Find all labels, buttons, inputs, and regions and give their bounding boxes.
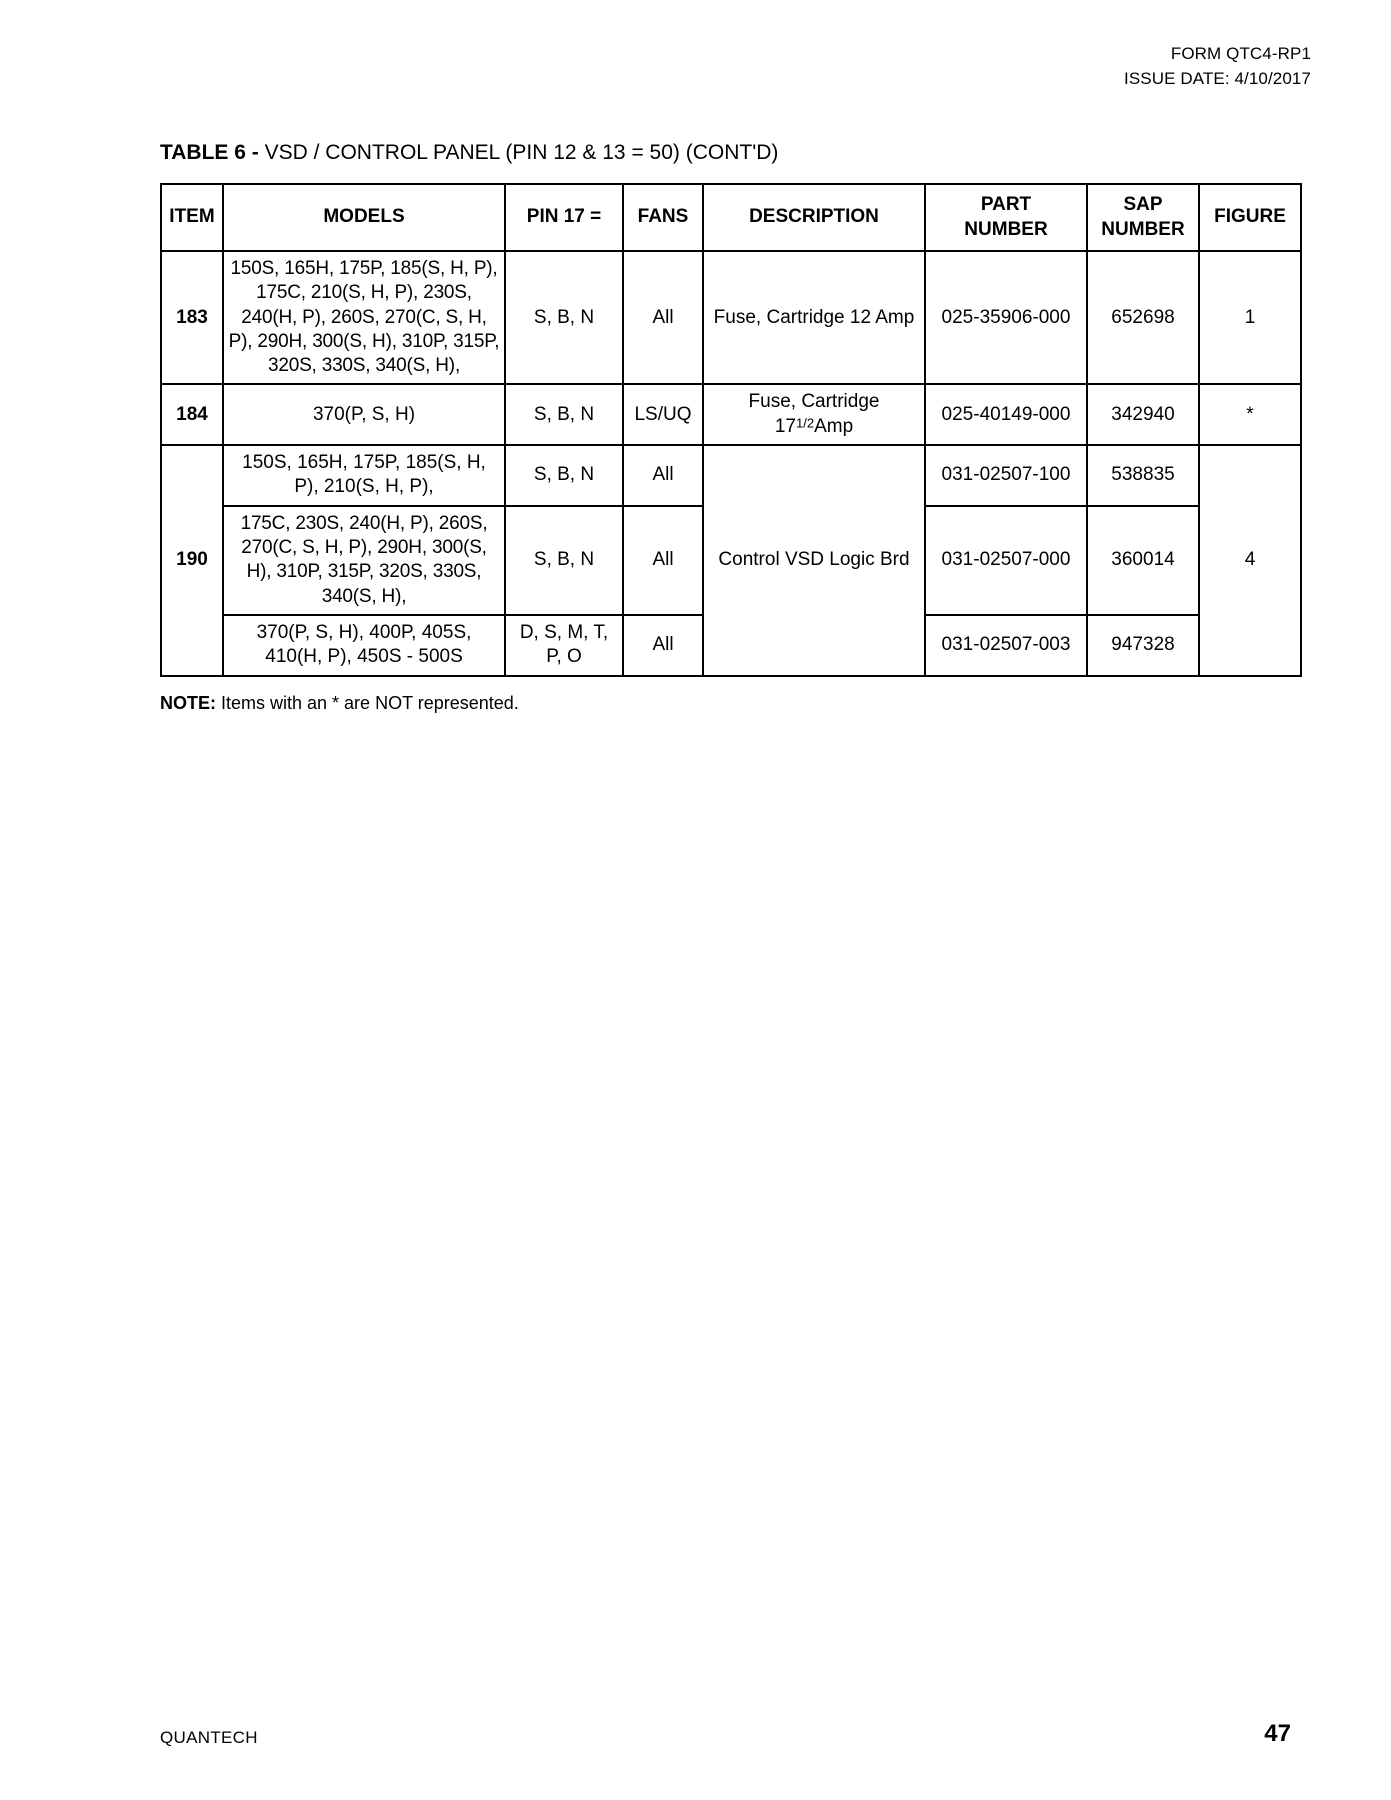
column-header-fans: FANS	[623, 184, 703, 251]
cell-fans: All	[623, 251, 703, 385]
cell-sap-number: 360014	[1087, 506, 1199, 615]
cell-sap-number: 342940	[1087, 384, 1199, 445]
column-header-sap-number-line2: NUMBER	[1101, 218, 1185, 240]
cell-fans: All	[623, 506, 703, 615]
cell-part-number: 031-02507-100	[925, 445, 1087, 506]
column-header-part-number-line1: PART	[980, 194, 1032, 216]
cell-figure: *	[1199, 384, 1301, 445]
cell-models: 370(P, S, H)	[223, 384, 505, 445]
cell-pin17: S, B, N	[505, 384, 623, 445]
table-title-text: VSD / CONTROL PANEL (PIN 12 & 13 = 50) (CONT'D)	[258, 141, 779, 165]
cell-item: 184	[161, 384, 223, 445]
column-header-item: ITEM	[161, 184, 223, 251]
cell-pin17: D, S, M, T, P, O	[505, 615, 623, 676]
document-header	[60, 40, 1331, 91]
footer-brand: QUANTECH	[160, 1728, 258, 1747]
cell-figure: 4	[1199, 445, 1301, 676]
column-header-pin17: PIN 17 =	[505, 184, 623, 251]
cell-description: Control VSD Logic Brd	[703, 445, 925, 676]
cell-fans: LS/UQ	[623, 384, 703, 445]
document-footer	[60, 1720, 1331, 1748]
cell-sap-number: 947328	[1087, 615, 1199, 676]
table-row	[161, 251, 1301, 385]
note-label: NOTE:	[160, 692, 216, 713]
table-title	[160, 141, 1331, 165]
cell-part-number: 025-35906-000	[925, 251, 1087, 385]
description-text-pre: Fuse, Cartridge 17	[748, 391, 880, 437]
cell-fans: All	[623, 445, 703, 506]
issue-date: ISSUE DATE: 4/10/2017	[1124, 68, 1311, 88]
column-header-sap-number	[1087, 184, 1199, 251]
description-text-post: Amp	[814, 415, 854, 437]
cell-part-number: 025-40149-000	[925, 384, 1087, 445]
column-header-sap-number-line1: SAP	[1123, 194, 1163, 216]
table-title-label: TABLE 6 -	[160, 141, 259, 165]
cell-description	[703, 384, 925, 445]
column-header-description: DESCRIPTION	[703, 184, 925, 251]
table-row	[161, 384, 1301, 445]
cell-part-number: 031-02507-000	[925, 506, 1087, 615]
cell-models: 370(P, S, H), 400P, 405S, 410(H, P), 450S - 500S	[223, 615, 505, 676]
cell-fans: All	[623, 615, 703, 676]
cell-models: 150S, 165H, 175P, 185(S, H, P), 175C, 210(S, H, P), 230S, 240(H, P), 260S, 270(C, S, H, P), 290H, 300(S, H), 310P, 315P, 320S, 330S, 340(S, H),	[223, 251, 505, 385]
cell-item: 183	[161, 251, 223, 385]
page-number: 47	[1264, 1720, 1291, 1747]
description-fraction: 1/2	[795, 415, 815, 431]
cell-sap-number: 538835	[1087, 445, 1199, 506]
cell-pin17: S, B, N	[505, 445, 623, 506]
cell-description: Fuse, Cartridge 12 Amp	[703, 251, 925, 385]
parts-table	[160, 183, 1302, 676]
cell-models: 150S, 165H, 175P, 185(S, H, P), 210(S, H, P),	[223, 445, 505, 506]
note-text: Items with an * are NOT represented.	[216, 692, 519, 713]
column-header-figure: FIGURE	[1199, 184, 1301, 251]
cell-pin17: S, B, N	[505, 251, 623, 385]
cell-part-number: 031-02507-003	[925, 615, 1087, 676]
form-number: FORM QTC4-RP1	[1170, 44, 1311, 63]
cell-figure: 1	[1199, 251, 1301, 385]
cell-models: 175C, 230S, 240(H, P), 260S, 270(C, S, H, P), 290H, 300(S, H), 310P, 315P, 320S, 330S, 340(S, H),	[223, 506, 505, 615]
column-header-models: MODELS	[223, 184, 505, 251]
cell-item: 190	[161, 445, 223, 676]
column-header-part-number-line2: NUMBER	[964, 218, 1048, 240]
cell-pin17: S, B, N	[505, 506, 623, 615]
column-header-part-number	[925, 184, 1087, 251]
cell-sap-number: 652698	[1087, 251, 1199, 385]
table-header-row	[161, 184, 1301, 251]
table-row	[161, 445, 1301, 506]
table-note	[160, 693, 1331, 714]
